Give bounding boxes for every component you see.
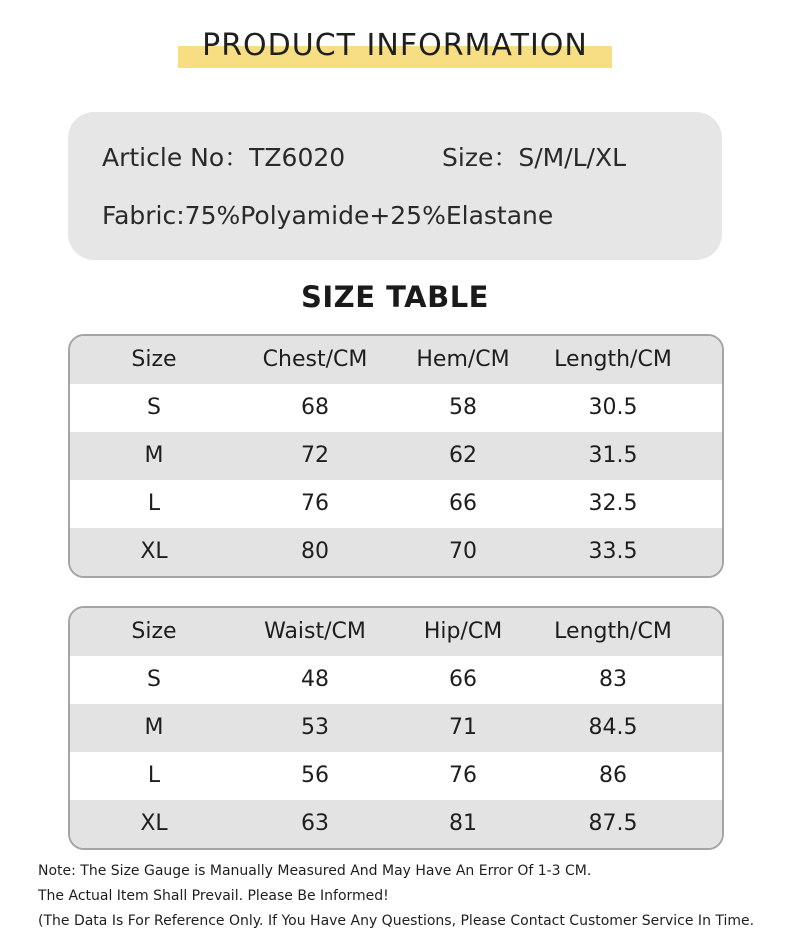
table-row	[70, 432, 722, 480]
table-cell: 76	[449, 763, 477, 788]
table-row	[70, 800, 722, 848]
table-cell: 83	[599, 667, 627, 692]
table-cell: 58	[449, 395, 477, 420]
header-cell: Size	[131, 619, 177, 644]
page-title: PRODUCT INFORMATION	[202, 28, 588, 63]
table-header-row	[70, 336, 722, 384]
table-cell: 31.5	[588, 443, 638, 468]
product-info-panel	[68, 112, 722, 260]
top-size-table	[68, 334, 724, 578]
note-line-3: (The Data Is For Reference Only. If You Have Any Questions, Please Contact Customer Service In Time.	[38, 913, 755, 929]
note-line-1: Note: The Size Gauge is Manually Measured And May Have An Error Of 1-3 CM.	[38, 863, 592, 879]
table-cell: 72	[301, 443, 329, 468]
table-cell: XL	[140, 811, 168, 836]
table-cell: 30.5	[588, 395, 638, 420]
table-cell: 48	[301, 667, 329, 692]
table-cell: S	[147, 395, 161, 420]
table-cell: 70	[449, 539, 477, 564]
table-cell: 68	[301, 395, 329, 420]
table-cell: 76	[301, 491, 329, 516]
header-cell: Chest/CM	[262, 347, 368, 372]
table-cell: M	[144, 715, 164, 740]
table-row	[70, 384, 722, 432]
table-cell: L	[147, 763, 161, 788]
article-number: Article No：TZ6020	[102, 143, 346, 172]
header-cell: Size	[131, 347, 177, 372]
table-cell: L	[147, 491, 161, 516]
table-cell: 80	[301, 539, 329, 564]
table-row	[70, 528, 722, 576]
table-cell: M	[144, 443, 164, 468]
note-line-2: The Actual Item Shall Prevail. Please Be Informed!	[38, 888, 389, 904]
table-cell: 66	[449, 667, 477, 692]
table-cell: 32.5	[588, 491, 638, 516]
table-cell: 87.5	[588, 811, 638, 836]
table-row	[70, 704, 722, 752]
table-row	[70, 480, 722, 528]
header-cell: Length/CM	[554, 347, 672, 372]
table-cell: 81	[449, 811, 477, 836]
size-options: Size：S/M/L/XL	[442, 143, 627, 172]
table-row	[70, 656, 722, 704]
size-table-title: SIZE TABLE	[301, 280, 489, 314]
table-cell: 86	[599, 763, 627, 788]
header-cell: Waist/CM	[264, 619, 366, 644]
table-cell: 63	[301, 811, 329, 836]
page-header	[0, 26, 790, 76]
table-cell: 33.5	[588, 539, 638, 564]
table-cell: 53	[301, 715, 329, 740]
table-cell: 56	[301, 763, 329, 788]
table-cell: S	[147, 667, 161, 692]
table-cell: 66	[449, 491, 477, 516]
bottom-size-table	[68, 606, 724, 850]
table-cell: XL	[140, 539, 168, 564]
header-cell: Length/CM	[554, 619, 672, 644]
table-cell: 62	[449, 443, 477, 468]
header-cell: Hip/CM	[423, 619, 503, 644]
table-row	[70, 752, 722, 800]
table-cell: 71	[449, 715, 477, 740]
table-cell: 84.5	[588, 715, 638, 740]
fabric-composition: Fabric:75%Polyamide+25%Elastane	[102, 201, 554, 230]
table-header-row	[70, 608, 722, 656]
header-cell: Hem/CM	[416, 347, 510, 372]
